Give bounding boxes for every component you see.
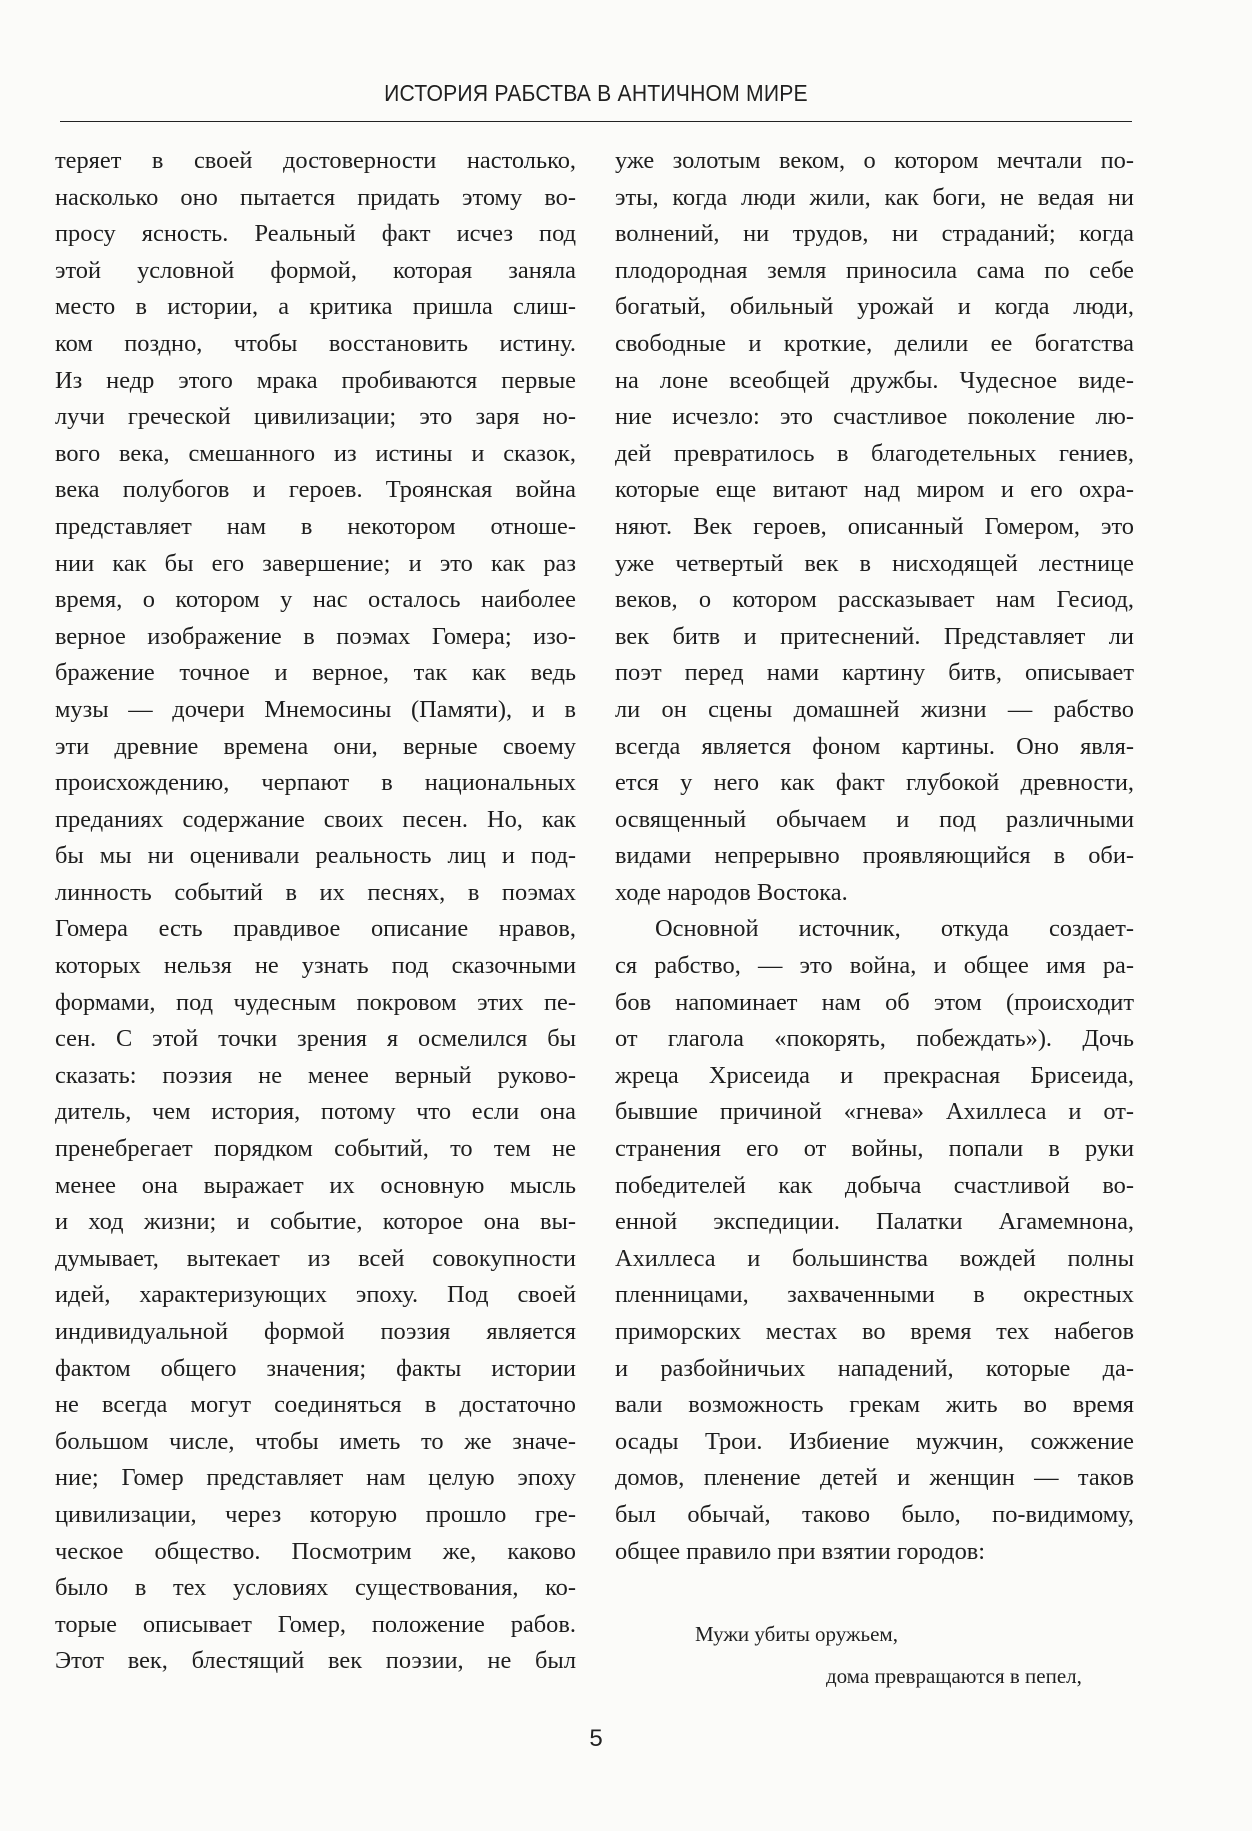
text-line: пренебрегает порядком событий, то тем не: [55, 1135, 576, 1163]
text-line: ся рабство, — это война, и общее имя ра-: [615, 952, 1134, 980]
text-line: которые еще витают над миром и его охра-: [615, 476, 1134, 504]
text-line: странения его от войны, попали в руки: [615, 1135, 1134, 1163]
text-line: цивилизации, через которую прошло гре-: [55, 1500, 576, 1528]
text-line: было в тех условиях существования, ко-: [55, 1574, 576, 1602]
text-line: дей превратилось в благодетельных гениев,: [615, 439, 1134, 467]
text-line: бывшие причиной «гнева» Ахиллеса и от-: [615, 1098, 1134, 1126]
right-column: [615, 143, 1134, 1570]
text-line: и разбойничьих нападений, которые да-: [615, 1354, 1134, 1382]
text-line: большом числе, чтобы иметь то же значе-: [55, 1427, 576, 1455]
text-line: плодородная земля приносила сама по себе: [615, 256, 1134, 284]
text-line: лучи греческой цивилизации; это заря но-: [55, 403, 576, 431]
poem-line: Мужи убиты оружьем,: [695, 1622, 898, 1646]
text-line: Этот век, блестящий век поэзии, не был: [55, 1647, 576, 1675]
text-line: Основной источник, откуда создает-: [655, 915, 1134, 943]
text-line: этой условной формой, которая заняла: [55, 256, 576, 284]
text-line: пленницами, захваченными в окрестных: [615, 1281, 1134, 1309]
left-column-paragraph: [55, 143, 576, 1680]
text-line: ние исчезло: это счастливое поколение лю-: [615, 403, 1134, 431]
text-line: ется у него как факт глубокой древности,: [615, 769, 1134, 797]
text-line: общее правило при взятии городов:: [615, 1537, 986, 1565]
text-line: веков, о котором рассказывает нам Гесиод,: [615, 586, 1134, 614]
text-line: время, о котором у нас осталось наиболее: [55, 586, 576, 614]
text-line: жреца Хрисеида и прекрасная Брисеида,: [615, 1061, 1134, 1089]
header-rule: [60, 121, 1132, 122]
text-line: на лоне всеобщей дружбы. Чудесное виде-: [615, 366, 1134, 394]
text-line: домов, пленение детей и женщин — таков: [615, 1464, 1134, 1492]
text-line: ние; Гомер представляет нам целую эпоху: [55, 1464, 576, 1492]
text-line: уже золотым веком, о котором мечтали по-: [615, 147, 1134, 174]
text-line: верное изображение в поэмах Гомера; изо-: [55, 622, 576, 650]
right-column-paragraph-2: [615, 911, 1134, 1570]
text-line: сказать: поэзия не менее верный руково-: [55, 1061, 576, 1089]
text-line: представляет нам в некотором отноше-: [55, 512, 576, 540]
text-line: музы — дочери Мнемосины (Памяти), и в: [55, 695, 576, 723]
text-line: освященный обычаем и под различными: [615, 805, 1134, 833]
right-column-paragraph-1: [615, 143, 1134, 911]
text-line: енной экспедиции. Палатки Агамемнона,: [615, 1208, 1134, 1236]
text-line: осады Трои. Избиение мужчин, сожжение: [615, 1427, 1134, 1455]
poem-line: дома превращаются в пепел,: [826, 1664, 1082, 1688]
page-number: 5: [589, 1725, 603, 1752]
text-line: уже четвертый век в нисходящей лестнице: [615, 549, 1134, 577]
text-line: волнений, ни трудов, ни страданий; когда: [615, 220, 1134, 248]
left-column: [55, 143, 576, 1680]
text-line: которых нельзя не узнать под сказочными: [55, 952, 576, 980]
text-line: дитель, чем история, потому что если она: [55, 1098, 576, 1126]
text-line: ходе народов Востока.: [615, 878, 848, 906]
text-line: ческое общество. Посмотрим же, каково: [55, 1537, 576, 1565]
text-line: века полубогов и героев. Троянская война: [55, 476, 576, 504]
text-line: бы мы ни оценивали реальность лиц и под-: [55, 842, 576, 870]
text-line: Гомера есть правдивое описание нравов,: [55, 915, 576, 943]
text-line: место в истории, а критика пришла слиш-: [55, 293, 576, 321]
text-line: не всегда могут соединяться в достаточно: [55, 1391, 576, 1419]
text-line: формами, под чудесным покровом этих пе-: [55, 988, 576, 1016]
text-line: ком поздно, чтобы восстановить истину.: [55, 329, 576, 357]
text-line: Из недр этого мрака пробиваются первые: [55, 366, 576, 394]
text-line: няют. Век героев, описанный Гомером, это: [615, 512, 1134, 540]
text-line: думывает, вытекает из всей совокупности: [55, 1244, 576, 1272]
text-line: поэт перед нами картину битв, описывает: [615, 659, 1134, 687]
text-line: Ахиллеса и большинства вождей полны: [615, 1244, 1134, 1272]
text-line: победителей как добыча счастливой во-: [615, 1171, 1134, 1199]
text-line: теряет в своей достоверности настолько,: [55, 147, 576, 174]
text-line: всегда является фоном картины. Оно явля-: [615, 732, 1134, 760]
text-line: индивидуальной формой поэзия является: [55, 1318, 576, 1345]
text-line: бов напоминает нам об этом (происходит: [615, 988, 1134, 1016]
text-line: насколько оно пытается придать этому во-: [55, 183, 576, 211]
text-line: ли он сцены домашней жизни — рабство: [615, 695, 1134, 723]
text-line: и ход жизни; и событие, которое она вы-: [55, 1208, 576, 1236]
text-line: происхождению, черпают в национальных: [55, 769, 576, 797]
text-line: был обычай, таково было, по-видимому,: [615, 1500, 1134, 1528]
text-line: сен. С этой точки зрения я осмелился бы: [55, 1025, 576, 1053]
text-line: видами непрерывно проявляющийся в оби-: [615, 842, 1134, 870]
text-line: приморских местах во время тех набегов: [615, 1318, 1134, 1345]
text-line: фактом общего значения; факты истории: [55, 1354, 576, 1382]
text-line: бражение точное и верное, так как ведь: [55, 659, 576, 687]
text-line: вого века, смешанного из истины и сказок,: [55, 439, 576, 467]
text-line: линность событий в их песнях, в поэмах: [55, 878, 576, 906]
text-line: свободные и кроткие, делили ее богатства: [615, 329, 1134, 357]
text-line: преданиях содержание своих песен. Но, как: [55, 805, 576, 833]
text-line: эти древние времена они, верные своему: [55, 732, 576, 760]
running-title: ИСТОРИЯ РАБСТВА В АНТИЧНОМ МИРЕ: [384, 80, 808, 106]
text-line: идей, характеризующих эпоху. Под своей: [55, 1281, 576, 1309]
text-line: эты, когда люди жили, как боги, не ведая ни: [615, 183, 1134, 211]
text-line: от глагола «покорять, побеждать»). Дочь: [615, 1025, 1134, 1053]
text-line: век битв и притеснений. Представляет ли: [615, 622, 1134, 650]
text-line: богатый, обильный урожай и когда люди,: [615, 293, 1134, 321]
text-line: просу ясность. Реальный факт исчез под: [55, 220, 576, 248]
text-line: менее она выражает их основную мысль: [55, 1171, 576, 1199]
text-line: торые описывает Гомер, положение рабов.: [55, 1610, 576, 1638]
text-line: нии как бы его завершение; и это как раз: [55, 549, 576, 577]
text-line: вали возможность грекам жить во время: [615, 1391, 1134, 1419]
